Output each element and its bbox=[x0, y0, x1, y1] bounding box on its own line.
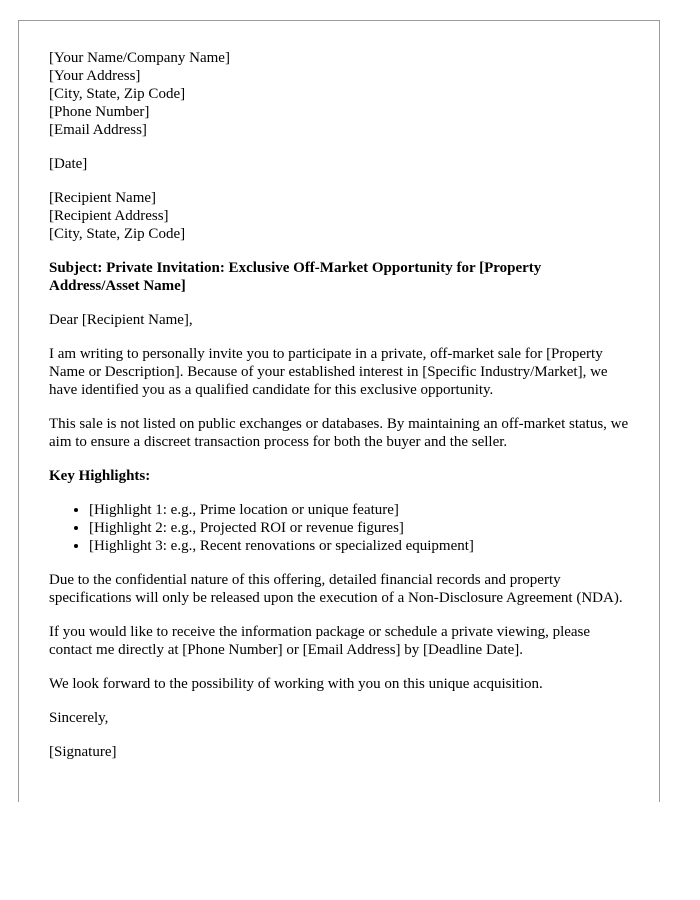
recipient-address: [Recipient Address] bbox=[49, 208, 169, 224]
highlight-item-1: • [Highlight 1: e.g., Prime location or unique feature] bbox=[89, 501, 629, 519]
signoff: Sincerely, bbox=[49, 710, 109, 726]
signature: [Signature] bbox=[49, 744, 117, 760]
highlight-item-2: • [Highlight 2: e.g., Projected ROI or revenue figures] bbox=[89, 519, 629, 537]
sender-address: [Your Address] bbox=[49, 68, 141, 84]
sender-email: [Email Address] bbox=[49, 122, 147, 138]
sender-name: [Your Name/Company Name] bbox=[49, 50, 230, 66]
subject-line: Subject: Private Invitation: Exclusive Off-Market Opportunity for [Property Address/Asset Name] bbox=[49, 260, 542, 294]
salutation: Dear [Recipient Name], bbox=[49, 312, 193, 328]
recipient-name: [Recipient Name] bbox=[49, 190, 157, 206]
paragraph-closing: We look forward to the possibility of working with you on this unique acquisition. bbox=[49, 676, 543, 692]
paragraph-discretion: This sale is not listed on public exchanges or databases. By maintaining an off-market status, we aim to ensure a discreet transaction process for both the buyer and the seller. bbox=[49, 416, 629, 450]
highlights-list bbox=[49, 501, 629, 555]
date-block bbox=[49, 155, 629, 173]
letter-page bbox=[18, 20, 660, 802]
letter-date: [Date] bbox=[49, 156, 88, 172]
sender-block bbox=[49, 49, 629, 139]
paragraph-confidential: Due to the confidential nature of this offering, detailed financial records and property specifications will only be released upon the execution of a Non-Disclosure Agreement (NDA). bbox=[49, 572, 623, 606]
paragraph-contact: If you would like to receive the information package or schedule a private viewing, please contact me directly at [Phone Number] or [Email Address] by [Deadline Date]. bbox=[49, 624, 591, 658]
recipient-block bbox=[49, 189, 629, 243]
sender-phone: [Phone Number] bbox=[49, 104, 150, 120]
sender-city-state-zip: [City, State, Zip Code] bbox=[49, 86, 186, 102]
recipient-city-state-zip: [City, State, Zip Code] bbox=[49, 226, 186, 242]
highlight-item-3: • [Highlight 3: e.g., Recent renovations or specialized equipment] bbox=[89, 537, 629, 555]
highlights-title: Key Highlights: bbox=[49, 468, 151, 484]
paragraph-intro: I am writing to personally invite you to participate in a private, off-market sale for [Property Name or Description]. Because of your established interest in [Specific Industry/Market], we have identified you as a qualified candidate for this exclusive opportunity. bbox=[49, 346, 608, 398]
